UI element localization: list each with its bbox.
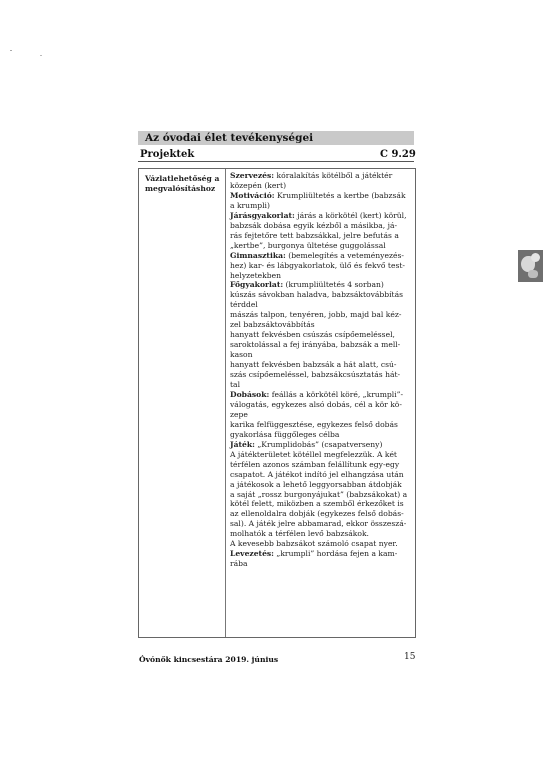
description-line — [230, 559, 412, 569]
section-heading: Főgyakorlat: — [230, 280, 284, 290]
description-line — [230, 529, 412, 539]
description-line — [230, 490, 412, 500]
line-text: rás fejtetőre tett babzsákkal, jelre befutás a — [230, 230, 399, 240]
line-text: térfélen azonos számban felállítunk egy-egy — [230, 459, 400, 469]
description-line — [230, 440, 412, 450]
line-text: saroktolással a fej irányába, babzsák a mell- — [230, 340, 401, 350]
description-line — [230, 181, 412, 191]
line-text: a saját „rossz burgonyájukat” (babzsákokat) a — [230, 489, 408, 499]
line-text: hanyatt fekvésben babzsák a hát alatt, csú- — [230, 360, 397, 370]
description-line — [230, 271, 412, 281]
description-line — [230, 310, 412, 320]
description-line — [230, 191, 412, 201]
section-heading: Dobások: — [230, 389, 270, 399]
description-line — [230, 499, 412, 509]
section-heading: Szervezés: — [230, 171, 275, 180]
line-text: „kertbe”, burgonya ültetése guggolással — [230, 240, 386, 250]
line-text: sal). A játék jelre abbamarad, ekkor összeszá- — [230, 519, 407, 529]
line-text: csapatot. A játékot indító jel elhangzása után — [230, 469, 404, 479]
line-text: molhatók a térfélen levő babzsákok. — [230, 529, 369, 539]
line-text: karika felfüggesztése, egykezes felső dobás — [230, 419, 398, 429]
description-line — [230, 390, 412, 400]
line-text: helyzetekben — [230, 270, 281, 280]
line-text: zepe — [230, 409, 248, 419]
section-code: C 9.29 — [380, 149, 416, 160]
line-text: hanyatt fekvésben csúszás csípőemeléssel, — [230, 330, 395, 340]
line-text: tal — [230, 380, 241, 390]
section-heading: Járásgyakorlat: — [230, 210, 295, 220]
plan-table — [138, 168, 416, 638]
line-text: rába — [230, 559, 248, 569]
line-text: gyakorlása függőleges célba — [230, 429, 340, 439]
description-line — [230, 410, 412, 420]
scan-speck — [10, 50, 12, 51]
page-number: 15 — [404, 652, 416, 662]
line-text: „Krumplidobás” (csapatverseny) — [254, 439, 383, 449]
description-line — [230, 261, 412, 271]
description-line — [230, 450, 412, 460]
description-line — [230, 231, 412, 241]
section-heading: Motiváció: — [230, 190, 275, 200]
description-line — [230, 370, 412, 380]
left-label-line: Vázlatlehetőség a — [145, 174, 220, 183]
scan-speck — [40, 55, 42, 56]
description-line — [230, 539, 412, 549]
line-text: a krumpli) — [230, 200, 270, 210]
line-text: (bemelegítés a veteményezés- — [285, 250, 404, 260]
description-line — [230, 211, 412, 221]
line-text: zel babzsáktovábbítás — [230, 320, 315, 330]
line-text: mászás talpon, tenyéren, jobb, majd bal kéz- — [230, 310, 402, 320]
description-line — [230, 290, 412, 300]
description-line — [230, 171, 412, 181]
description-line — [230, 350, 412, 360]
description-line — [230, 300, 412, 310]
line-text: közepén (kert) — [230, 180, 287, 190]
banner-title: Az óvodai élet tevékenységei — [145, 132, 314, 144]
line-text: A játékterületet kötéllel megfelezzük. A két — [230, 449, 397, 459]
line-text: szás csípőemeléssel, babzsákcsúsztatás hát- — [230, 370, 401, 380]
line-text: az ellenoldalra dobják (egykezes felső dobás- — [230, 509, 404, 519]
section-heading: Gimnasztika: — [230, 250, 286, 260]
section-heading: Játék: — [230, 439, 255, 449]
description-line — [230, 470, 412, 480]
figure-shape — [528, 270, 538, 278]
line-text: A kevesebb babzsákot számoló csapat nyer. — [230, 539, 398, 549]
description-line — [230, 549, 412, 559]
section-heading: Levezetés: — [230, 549, 274, 559]
line-text: feállás a körkötél köré, „krumpli”- — [269, 389, 404, 399]
section-subtitle: Projektek — [140, 149, 195, 160]
description-line — [230, 509, 412, 519]
description-line — [230, 420, 412, 430]
line-text: Krumpliültetés a kertbe (babzsák — [274, 190, 406, 200]
line-text: válogatás, egykezes alsó dobás, cél a kör kö- — [230, 399, 402, 409]
line-text: térddel — [230, 300, 258, 310]
description-line — [230, 241, 412, 251]
description-line — [230, 251, 412, 261]
description-line — [230, 330, 412, 340]
line-text: kóralakítás kötélből a játéktér — [274, 171, 393, 180]
description-line — [230, 519, 412, 529]
line-text: „krumpli” hordása fejen a kam- — [273, 549, 398, 559]
description-line — [230, 380, 412, 390]
description-line — [230, 280, 412, 290]
line-text: járás a körkötél (kert) körül, — [294, 210, 407, 220]
description-line — [230, 320, 412, 330]
left-label-line: megvalósításhoz — [145, 184, 216, 193]
description-line — [230, 201, 412, 211]
description-line — [230, 460, 412, 470]
activity-description — [230, 171, 412, 569]
figure-shape — [531, 253, 540, 262]
line-text: kötél felett, miközben a szemből érkezőket is — [230, 499, 404, 509]
header-rule — [138, 161, 414, 162]
column-divider — [225, 169, 226, 637]
description-line — [230, 221, 412, 231]
description-line — [230, 400, 412, 410]
description-line — [230, 480, 412, 490]
left-column-label — [145, 174, 223, 194]
line-text: hez) kar- és lábgyakorlatok, ülő és fekvő test- — [230, 260, 405, 270]
publication-footer: Óvónők kincsestára 2019. június — [139, 655, 279, 664]
description-line — [230, 340, 412, 350]
description-line — [230, 430, 412, 440]
line-text: babzsák dobása egyik kézből a másikba, já- — [230, 220, 398, 230]
description-line — [230, 360, 412, 370]
line-text: (krumpliültetés 4 sorban) — [283, 280, 384, 290]
line-text: a játékosok a lehető leggyorsabban átdobják — [230, 479, 402, 489]
edge-thumbnail-image — [518, 250, 543, 282]
line-text: kason — [230, 350, 253, 360]
line-text: kúszás sávokban haladva, babzsáktovábbítás — [230, 290, 404, 300]
